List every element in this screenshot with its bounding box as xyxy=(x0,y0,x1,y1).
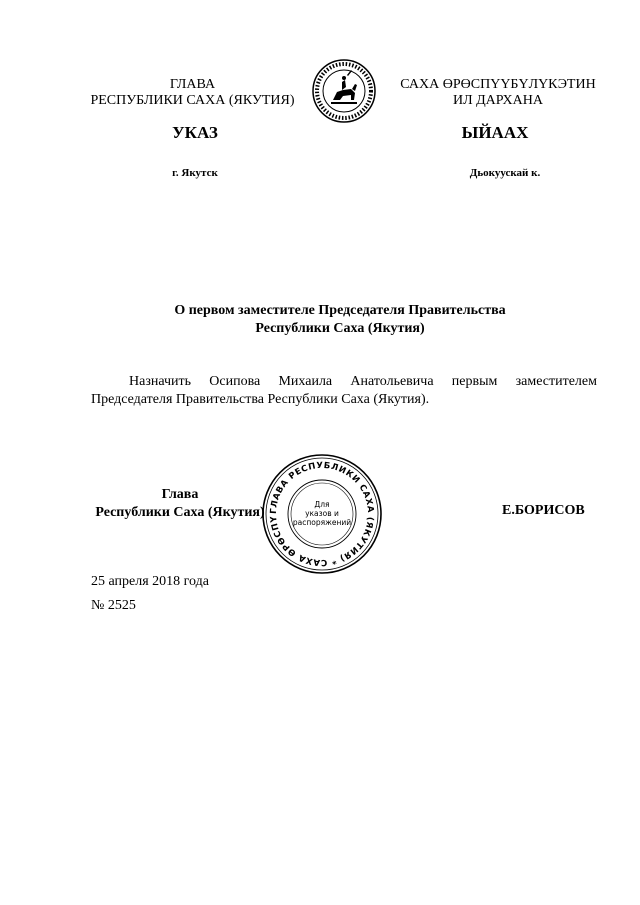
seal-center-line3: распоряжений xyxy=(292,518,352,527)
doc-type-ru: УКАЗ xyxy=(172,123,218,142)
header-left xyxy=(85,77,300,109)
header-right xyxy=(396,77,600,109)
seal-center-line1: Для xyxy=(314,500,330,509)
header-left-line2: РЕСПУБЛИКИ САХА (ЯКУТИЯ) xyxy=(90,93,295,108)
body-paragraph: Назначить Осипова Михаила Анатольевича первым заместителем Председателя Правительства Республики Саха (Якутия). xyxy=(91,374,597,407)
header-right-line2: ИЛ ДАРХАНА xyxy=(452,93,543,108)
document-number: № 2525 xyxy=(91,598,136,613)
doc-type-sakha: ЫЙААХ xyxy=(461,123,529,142)
signature-title-line1: Глава xyxy=(161,487,199,502)
city-ru: г. Якутск xyxy=(172,167,218,179)
document-title xyxy=(90,302,590,338)
seal-center-line2: указов и xyxy=(305,509,339,518)
signature-name: Е.БОРИСОВ xyxy=(502,503,585,518)
title-line2: Республики Саха (Якутия) xyxy=(255,321,425,336)
header-left-line1: ГЛАВА xyxy=(169,77,216,92)
coat-of-arms-icon xyxy=(311,58,377,124)
city-sakha: Дьокуускай к. xyxy=(469,167,541,179)
seal-ring-text: ГЛАВА РЕСПУБЛИКИ САХА (ЯКУТИЯ) * САХА ӨРӨСПҮ xyxy=(268,460,376,568)
document-date: 25 апреля 2018 года xyxy=(91,574,209,589)
header-right-line1: САХА ӨРӨСПҮҮБҮЛҮКЭТИН xyxy=(400,77,596,92)
title-line1: О первом заместителе Председателя Правительства xyxy=(174,303,506,318)
official-seal xyxy=(260,452,384,576)
signature-title xyxy=(91,486,269,522)
signature-title-line2: Республики Саха (Якутия) xyxy=(95,505,265,520)
